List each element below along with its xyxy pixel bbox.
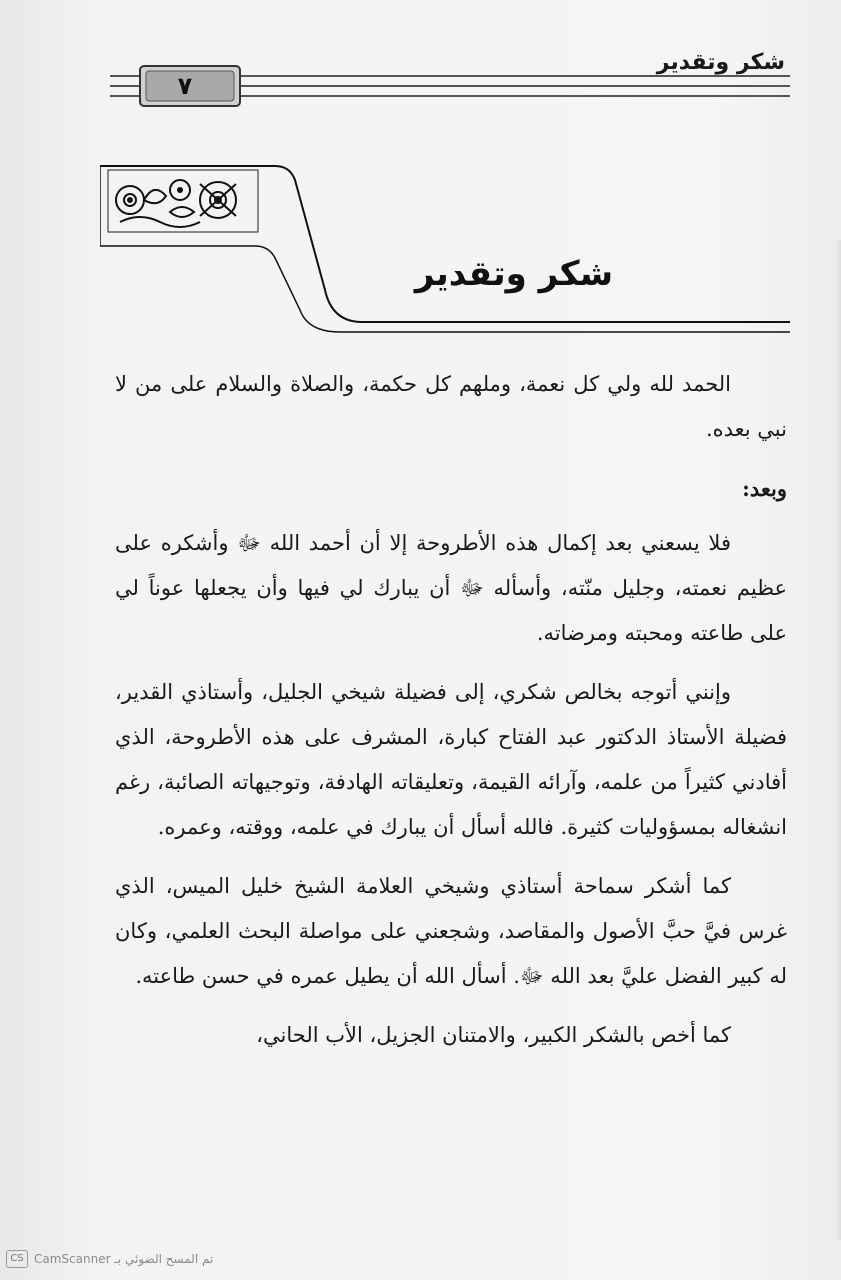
scanner-text: تم المسح الضوئي بـ CamScanner	[34, 1252, 214, 1266]
page-number: ٧	[177, 72, 193, 100]
section-label: وبعد:	[742, 476, 787, 501]
page-edge-shadow	[835, 240, 841, 1240]
chapter-title-frame	[100, 160, 790, 340]
camscanner-icon: CS	[6, 1250, 28, 1268]
paragraph-thanks-god: فلا يسعني بعد إكمال هذه الأطروحة إلا أن أحمد الله ﷻ وأشكره على عظيم نعمته، وجليل منّته، وأسأله ﷻ أن يبارك لي فيها وأن يجعلها عوناً لي على طاعته ومحبته ومرضاته.	[115, 531, 787, 645]
scanner-watermark	[6, 1250, 213, 1268]
floral-ornament-icon	[108, 170, 258, 232]
paragraph-thanks-supervisor: وإنني أتوجه بخالص شكري، إلى فضيلة شيخي الجليل، وأستاذي القدير، فضيلة الأستاذ الدكتور عبد الفتاح كبارة، المشرف على هذه الأطروحة، الذي أفادني كثيراً من علمه، وآرائه القيمة، وتعليقاته الهادفة، وتوجيهاته الصائبة، رغم انشغاله بمسؤوليات كثيرة. فالله أسأل أن يبارك في علمه، ووقته، وعمره.	[115, 680, 787, 839]
chapter-title: شكر وتقدير	[414, 254, 613, 294]
running-title: شكر وتقدير	[656, 50, 785, 75]
paragraph-opening: الحمد لله ولي كل نعمة، وملهم كل حكمة، والصلاة والسلام على من لا نبي بعده.	[115, 372, 787, 441]
paragraph-thanks-sheikh: كما أشكر سماحة أستاذي وشيخي العلامة الشيخ خليل الميس، الذي غرس فيَّ حبَّ الأصول والمقاصد، وشجعني على مواصلة البحث العلمي، وكان له كبير الفضل عليَّ بعد الله ﷻ. أسأل الله أن يطيل عمره في حسن طاعته.	[115, 874, 787, 988]
body-text	[115, 362, 787, 1072]
paragraph-thanks-father: كما أخص بالشكر الكبير، والامتنان الجزيل، الأب الحاني،	[256, 1023, 731, 1047]
